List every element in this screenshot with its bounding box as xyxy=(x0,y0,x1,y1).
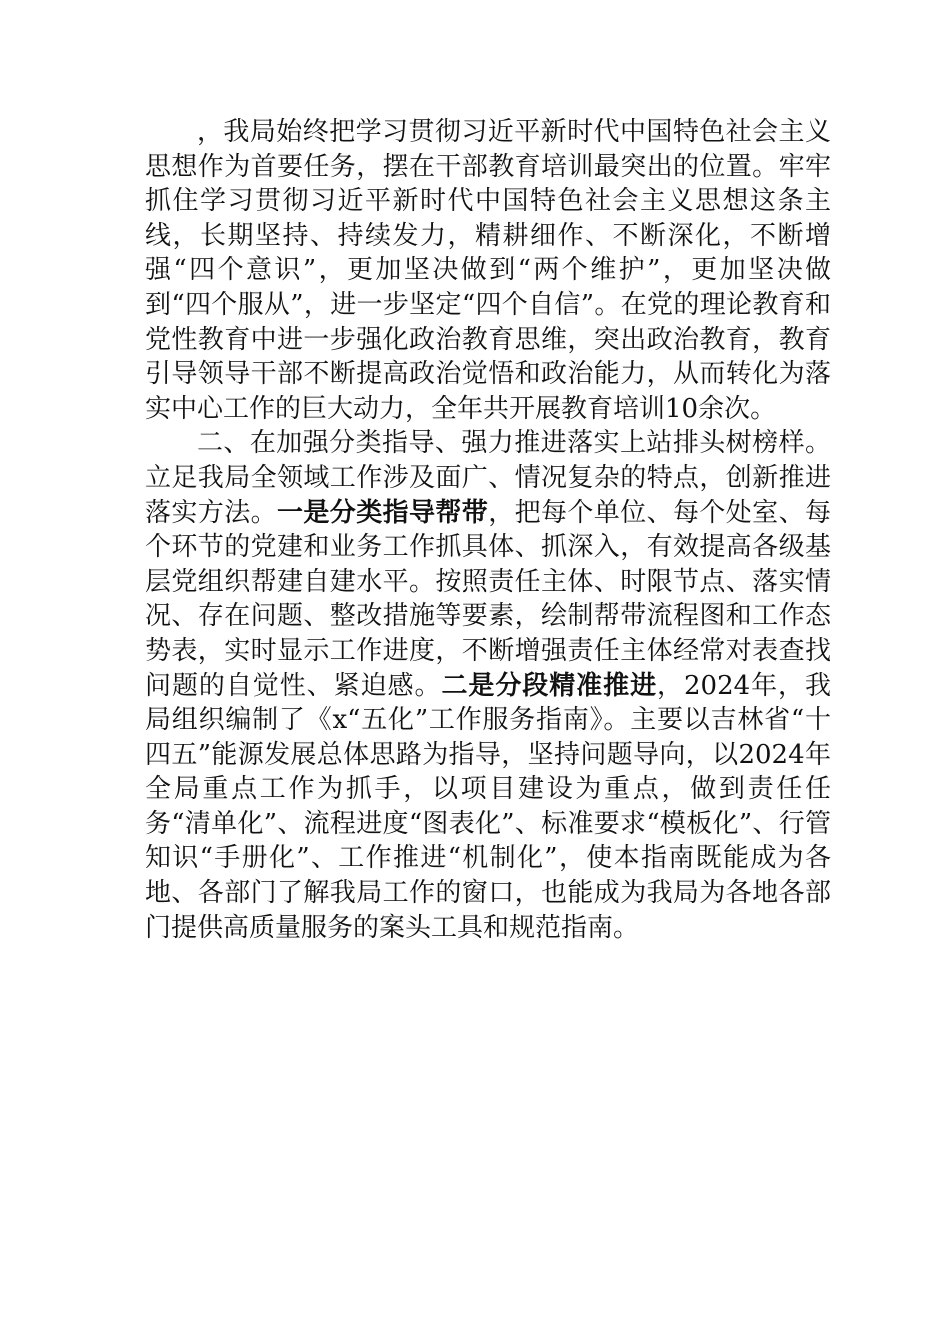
paragraph-2 xyxy=(145,426,831,945)
paragraph-2-text-1: 二、在加强分类指导、强力推进落实上站排头树榜样。立足我局全领域工作涉及面广、情况复杂的特点，创新推进落实方法。 xyxy=(145,428,831,528)
document-body xyxy=(145,115,831,945)
paragraph-2-bold-1: 一是分类指导帮带 xyxy=(277,497,489,528)
paragraph-1 xyxy=(145,115,831,426)
paragraph-2-text-2: ，把每个单位、每个处室、每个环节的党建和业务工作抓具体、抓深入，有效提高各级基层党组织帮建自建水平。按照责任主体、时限节点、落实情况、存在问题、整改措施等要素，绘制帮带流程图和工作态势表，实时显示工作进度，不断增强责任主体经常对表查找问题的自觉性、紧迫感。 xyxy=(145,497,831,701)
paragraph-2-text-3: ，2024年，我局组织编制了《x“五化”工作服务指南》。主要以吉林省“十四五”能源发展总体思路为指导，坚持问题导向，以2024年全局重点工作为抓手，以项目建设为重点，做到责任任务“清单化”、流程进度“图表化”、标准要求“模板化”、行管知识“手册化”、工作推进“机制化”，使本指南既能成为各地、各部门了解我局工作的窗口，也能成为我局为各地各部门提供高质量服务的案头工具和规范指南。 xyxy=(145,670,831,943)
paragraph-1-text: ，我局始终把学习贯彻习近平新时代中国特色社会主义思想作为首要任务，摆在干部教育培训最突出的位置。牢牢抓住学习贯彻习近平新时代中国特色社会主义思想这条主线，长期坚持、持续发力，精耕细作、不断深化，不断增强“四个意识”，更加坚决做到“两个维护”，更加坚决做到“四个服从”，进一步坚定“四个自信”。在党的理论教育和党性教育中进一步强化政治教育思维，突出政治教育，教育引导领导干部不断提高政治觉悟和政治能力，从而转化为落实中心工作的巨大动力，全年共开展教育培训10余次。 xyxy=(145,117,831,424)
paragraph-2-bold-2: 二是分段精准推进 xyxy=(441,670,658,701)
